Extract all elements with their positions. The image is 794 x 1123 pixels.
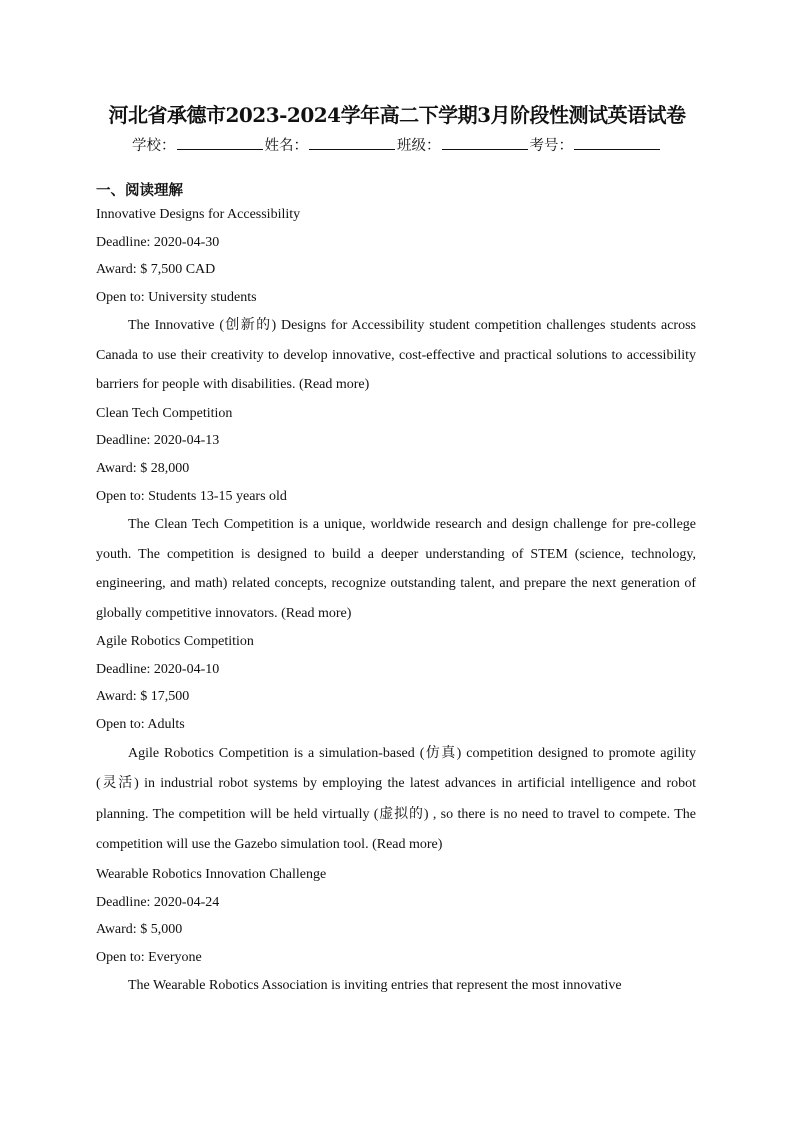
description-text: Agile Robotics Competition is a simulation-based (仿真) competition designed to promote agility (灵活) in industrial robot systems by employing the latest advances in artificial intelligence and robot planning. The competition will be held virtually (虚拟的) , so there is no need to travel to compete. The competition will use the Gazebo simulation tool. bbox=[96, 745, 696, 853]
competition-name: Innovative Designs for Accessibility bbox=[96, 207, 301, 222]
read-more-link[interactable]: (Read more) bbox=[298, 377, 370, 393]
competition-name: Agile Robotics Competition bbox=[96, 634, 254, 650]
school-label: 学校： bbox=[132, 138, 176, 154]
school-blank[interactable] bbox=[177, 134, 263, 150]
competition-open-to: Open to: Students 13-15 years old bbox=[96, 488, 287, 504]
competition-open-to: Open to: Adults bbox=[96, 717, 185, 733]
competition-deadline: Deadline: 2020-04-24 bbox=[96, 894, 220, 910]
competition-description bbox=[96, 739, 696, 861]
competition-deadline: Deadline: 2020-04-10 bbox=[96, 661, 220, 677]
class-blank[interactable] bbox=[442, 134, 528, 150]
competition-entry bbox=[96, 201, 696, 400]
name-label: 姓名： bbox=[264, 138, 308, 154]
competition-description bbox=[96, 311, 696, 400]
competition-entry bbox=[96, 628, 696, 861]
number-blank[interactable] bbox=[574, 134, 660, 150]
exam-title: 河北省承德市2023-2024学年高二下学期3月阶段性测试英语试卷 bbox=[108, 103, 686, 127]
name-blank[interactable] bbox=[309, 134, 395, 150]
competition-description bbox=[96, 510, 696, 628]
competition-description bbox=[96, 971, 696, 1001]
competition-award: Award: $ 28,000 bbox=[96, 461, 190, 477]
competition-deadline: Deadline: 2020-04-30 bbox=[96, 234, 220, 250]
number-label: 考号： bbox=[529, 138, 573, 154]
competition-open-to: Open to: University students bbox=[96, 289, 257, 305]
competition-deadline: Deadline: 2020-04-13 bbox=[96, 433, 220, 449]
student-info-line bbox=[0, 134, 794, 158]
competition-award: Award: $ 7,500 CAD bbox=[96, 262, 216, 278]
reading-passage bbox=[96, 201, 696, 1001]
read-more-link[interactable]: (Read more) bbox=[281, 605, 352, 621]
class-label: 班级： bbox=[397, 138, 441, 154]
competition-name: Wearable Robotics Innovation Challenge bbox=[96, 867, 327, 882]
competition-entry bbox=[96, 861, 696, 1001]
description-text: The Wearable Robotics Association is inviting entries that represent the most innovative bbox=[128, 978, 622, 994]
competition-award: Award: $ 5,000 bbox=[96, 922, 183, 938]
read-more-link[interactable]: (Read more) bbox=[372, 837, 443, 853]
competition-name: Clean Tech Competition bbox=[96, 405, 233, 421]
competition-entry bbox=[96, 400, 696, 628]
competition-open-to: Open to: Everyone bbox=[96, 949, 202, 965]
description-text: The Innovative (创新的) Designs for Accessibility student competition challenges students across Canada to use their creativity to develop innovative, cost-effective and practical solutions to accessibility barriers for people with disabilities. bbox=[96, 318, 696, 393]
section-title: 一、阅读理解 bbox=[96, 183, 183, 199]
description-text: The Clean Tech Competition is a unique, worldwide research and design challenge for pre-college youth. The competition is designed to build a deeper understanding of STEM (science, technology, engineering, and math) related concepts, recognize outstanding talent, and prepare the next generation of globally competitive innovators. bbox=[96, 517, 696, 621]
competition-award: Award: $ 17,500 bbox=[96, 689, 190, 705]
